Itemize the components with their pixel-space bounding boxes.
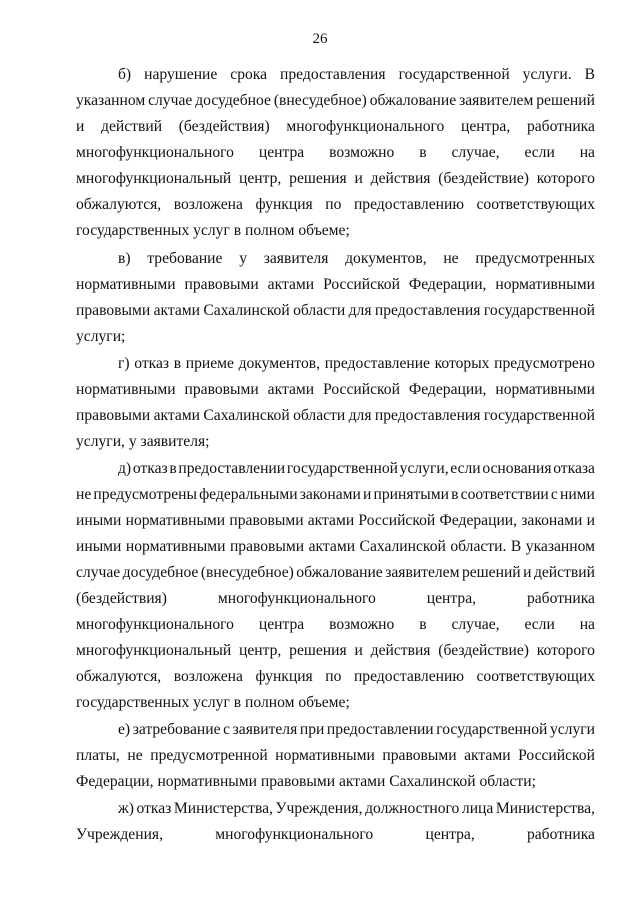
word: случае, <box>451 616 500 633</box>
word: работника <box>526 590 595 607</box>
word: не <box>76 486 92 503</box>
word: Федерации, <box>408 276 487 293</box>
word: предоставлении <box>178 460 286 477</box>
word: Российской <box>518 747 595 764</box>
word: многофункциональный <box>76 642 232 659</box>
word: В <box>584 66 595 83</box>
word: у <box>239 250 247 267</box>
word: предусмотренных <box>475 250 595 267</box>
word: Сахалинской <box>203 407 290 424</box>
word: нормативными <box>125 512 226 529</box>
word: области <box>293 302 346 319</box>
text-line <box>118 65 595 85</box>
word: заявителем <box>385 564 460 581</box>
text-line <box>76 275 595 295</box>
word: по <box>325 196 342 213</box>
word: решения <box>289 642 347 659</box>
word: при <box>299 721 325 738</box>
word: документов, <box>345 250 427 267</box>
word: е) <box>118 721 131 738</box>
word: в <box>419 144 427 161</box>
word: Федерации, <box>408 381 487 398</box>
word: обжалование <box>369 92 457 109</box>
word: обжалуются, <box>76 196 162 213</box>
word: правовыми <box>229 538 305 555</box>
word: нормативными <box>76 381 176 398</box>
word: правовыми <box>76 302 151 319</box>
word: и <box>362 486 372 503</box>
word: если <box>450 460 481 477</box>
word: не <box>443 250 459 267</box>
word: лица <box>461 800 494 817</box>
word: (бездействие) <box>438 642 529 659</box>
text-line <box>118 459 595 479</box>
word: предоставление <box>324 355 430 372</box>
text-line <box>76 563 595 583</box>
word: отказ <box>134 355 170 372</box>
word: соответствии <box>460 486 549 503</box>
word: Министерства, <box>495 800 595 817</box>
text-line <box>76 485 595 505</box>
word: федеральными <box>199 486 298 503</box>
word: не <box>127 747 143 764</box>
word: многофункционального <box>76 616 234 633</box>
word: решений <box>461 564 521 581</box>
word: действий <box>533 564 595 581</box>
text-line: государственных услуг в полном объеме; <box>76 694 350 711</box>
word: актами <box>267 276 315 293</box>
word: многофункционального <box>215 826 374 843</box>
word: правовыми <box>184 381 259 398</box>
word: Российской <box>358 512 436 529</box>
word: предусмотрено <box>494 355 595 372</box>
word: действий <box>101 118 163 135</box>
text-line: услуги; <box>76 328 126 345</box>
word: документов, <box>238 355 321 372</box>
text-line <box>118 799 595 819</box>
text-line <box>76 641 595 661</box>
word: предоставлению <box>353 196 464 213</box>
word: в <box>169 460 177 477</box>
word: заявителем <box>459 92 534 109</box>
word: Российской <box>323 276 400 293</box>
word: актами <box>307 512 355 529</box>
text-line <box>76 615 595 635</box>
word: заявителя <box>263 250 329 267</box>
word: ж) <box>118 800 134 817</box>
word: заявителя <box>232 721 298 738</box>
word: которых <box>434 355 490 372</box>
text-line <box>76 195 595 215</box>
word: на <box>579 616 595 633</box>
text-line <box>76 91 595 111</box>
word: Учреждения, <box>76 826 163 843</box>
text-line <box>76 406 595 426</box>
word: В <box>510 538 522 555</box>
text-line <box>76 143 595 163</box>
word: предоставления <box>374 407 481 424</box>
word: соответствующих <box>476 668 595 685</box>
word: если <box>524 616 555 633</box>
word: предусмотрены <box>93 486 197 503</box>
word: (внесудебное) <box>273 92 367 109</box>
text-line <box>76 511 595 531</box>
word: предоставления <box>280 66 386 83</box>
text-line <box>118 249 595 269</box>
word: многофункционального <box>217 590 376 607</box>
word: работника <box>526 118 595 135</box>
word: отказа <box>553 460 595 477</box>
word: многофункционального <box>76 144 234 161</box>
word: нормативными <box>76 276 176 293</box>
word: функция <box>255 668 313 685</box>
word: Сахалинской <box>359 538 446 555</box>
word: актами <box>464 747 511 764</box>
word: в) <box>118 250 131 267</box>
word: центр, <box>239 642 282 659</box>
word: (бездействие) <box>438 170 529 187</box>
word: области. <box>450 538 507 555</box>
word: б) <box>118 66 132 83</box>
word: предоставлению <box>353 668 464 685</box>
word: законами <box>299 486 361 503</box>
word: услуги <box>549 721 595 738</box>
word: (внесудебное) <box>200 564 294 581</box>
word: государственной <box>286 460 398 477</box>
word: Министерства, <box>173 800 273 817</box>
word: указанном <box>525 538 595 555</box>
word: нормативными <box>495 276 595 293</box>
text-line <box>76 169 595 189</box>
word: отказ <box>136 800 172 817</box>
word: иными <box>76 512 122 529</box>
word: если <box>524 144 555 161</box>
word: с <box>550 486 558 503</box>
word: центра <box>258 144 305 161</box>
word: нарушение <box>144 66 218 83</box>
word: актами <box>267 381 315 398</box>
text-line <box>76 117 595 137</box>
word: с <box>223 721 231 738</box>
word: нормативными <box>125 538 226 555</box>
word: Российской <box>323 381 400 398</box>
word: многофункционального <box>286 118 445 135</box>
word: срока <box>230 66 268 83</box>
word: основания <box>482 460 552 477</box>
text-line: Федерации, нормативными правовыми актами Сахалинской области; <box>76 773 536 790</box>
word: правовыми <box>76 407 151 424</box>
word: в <box>451 486 459 503</box>
word: д) <box>118 460 132 477</box>
word: Сахалинской <box>203 302 290 319</box>
word: многофункциональный <box>76 170 232 187</box>
text-line: услуги, у заявителя; <box>76 433 210 450</box>
word: возможно <box>329 616 395 633</box>
word: досудебное <box>122 564 199 581</box>
word: и <box>586 512 595 529</box>
word: центр, <box>239 170 282 187</box>
word: Учреждения, <box>275 800 363 817</box>
word: функция <box>255 196 313 213</box>
word: услуги, <box>399 460 449 477</box>
word: законами <box>521 512 583 529</box>
text-line <box>118 720 595 740</box>
word: (бездействия) <box>178 118 270 135</box>
word: платы, <box>76 747 120 764</box>
word: центра, <box>461 118 511 135</box>
word: для <box>348 302 372 319</box>
text-line <box>76 380 595 400</box>
word: возложена <box>173 196 243 213</box>
word: принятыми <box>373 486 449 503</box>
text-line <box>76 746 595 766</box>
text-line <box>76 667 595 687</box>
word: государственной <box>398 66 510 83</box>
word: обжалование <box>296 564 383 581</box>
word: случае <box>76 564 121 581</box>
word: актами <box>153 407 200 424</box>
word: центра, <box>425 826 475 843</box>
word: государственной <box>436 721 548 738</box>
word: правовыми <box>382 747 457 764</box>
word: решений <box>536 92 595 109</box>
text-line <box>76 537 595 557</box>
word: предусмотренной <box>150 747 268 764</box>
word: в <box>419 616 427 633</box>
word: иными <box>76 538 122 555</box>
word: услуги. <box>522 66 572 83</box>
word: государственной <box>483 302 595 319</box>
word: и <box>354 170 363 187</box>
word: области <box>293 407 346 424</box>
word: случае, <box>451 144 500 161</box>
word: г) <box>118 355 130 372</box>
word: возложена <box>173 668 243 685</box>
word: и <box>354 642 363 659</box>
word: актами <box>153 302 200 319</box>
word: (бездействия) <box>76 590 167 607</box>
text-line: государственных услуг в полном объеме; <box>76 222 350 239</box>
text-line <box>76 825 595 845</box>
word: для <box>348 407 372 424</box>
word: по <box>325 668 342 685</box>
word: Федерации, <box>439 512 518 529</box>
word: работника <box>526 826 595 843</box>
text-line <box>76 301 595 321</box>
word: действия <box>370 170 431 187</box>
word: требование <box>147 250 223 267</box>
word: и <box>76 118 85 135</box>
word: указанном <box>76 92 146 109</box>
page-number: 26 <box>312 31 328 47</box>
word: центра <box>258 616 305 633</box>
word: государственной <box>483 407 595 424</box>
word: досудебное <box>195 92 271 109</box>
word: случае <box>148 92 193 109</box>
word: которого <box>536 170 595 187</box>
word: нормативными <box>275 747 375 764</box>
word: соответствующих <box>476 196 595 213</box>
word: затребование <box>132 721 221 738</box>
word: нормативными <box>495 381 595 398</box>
word: предоставлении <box>326 721 434 738</box>
text-line <box>118 354 595 374</box>
word: и <box>523 564 532 581</box>
word: отказ <box>132 460 168 477</box>
word: действия <box>370 642 431 659</box>
word: которого <box>536 642 595 659</box>
word: предоставления <box>374 302 481 319</box>
text-line <box>76 589 595 609</box>
word: актами <box>308 538 356 555</box>
word: возможно <box>329 144 395 161</box>
word: на <box>579 144 595 161</box>
word: ними <box>559 486 595 503</box>
word: правовыми <box>184 276 259 293</box>
word: приеме <box>185 355 234 372</box>
word: должностного <box>365 800 460 817</box>
word: правовыми <box>229 512 304 529</box>
word: обжалуются, <box>76 668 162 685</box>
word: в <box>173 355 182 372</box>
word: решения <box>289 170 347 187</box>
word: центра, <box>426 590 477 607</box>
